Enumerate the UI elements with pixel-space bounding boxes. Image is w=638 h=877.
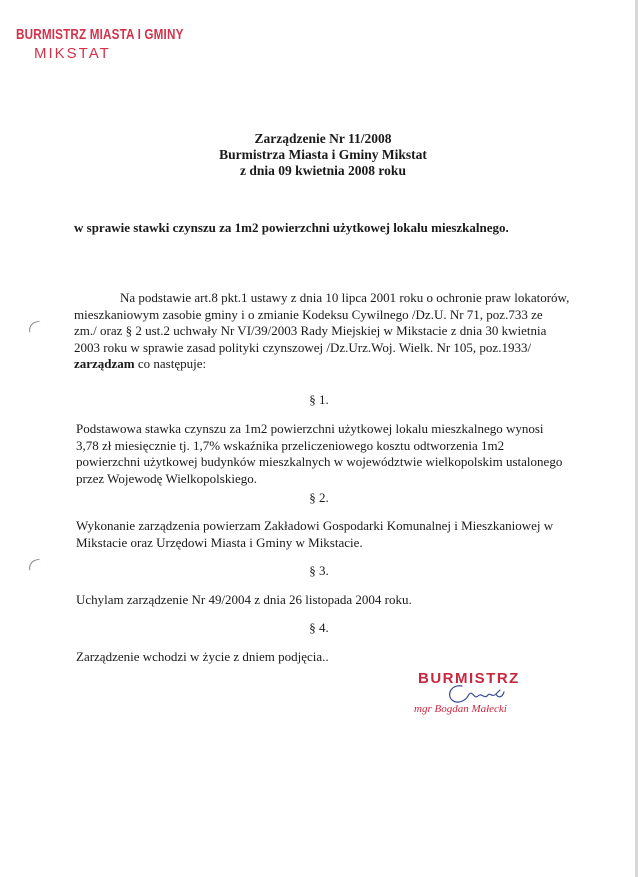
office-stamp: [16, 26, 184, 62]
signature-name: mgr Bogdan Małecki: [414, 703, 507, 715]
section-line: Uchylam zarządzenie Nr 49/2004 z dnia 26 listopada 2004 roku.: [76, 592, 412, 607]
stamp-line-2: MIKSTAT: [34, 45, 111, 62]
section-4-text: [76, 649, 566, 666]
section-mark-4: § 4.: [309, 620, 329, 635]
section-line: Wykonanie zarządzenia powierzam Zakładowi Gospodarki Komunalnej i Mieszkaniowej w: [76, 518, 554, 533]
intro-ending: co następuje:: [134, 356, 207, 371]
intro-line: Na podstawie art.8 pkt.1 ustawy z dnia 10 lipca 2001 roku o ochronie praw lokatorów,: [120, 290, 570, 305]
section-1-text: [76, 421, 566, 487]
intro-line: zm./ oraz § 2 ust.2 uchwały Nr VI/39/2003 Rady Miejskiej w Mikstacie z dnia 30 kwietnia: [74, 323, 547, 338]
margin-mark: [27, 320, 42, 332]
section-line: 3,78 zł miesięcznie tj. 1,7% wskaźnika przeliczeniowego kosztu odtworzenia 1m2: [76, 437, 505, 453]
intro-keyword: zarządzam: [74, 356, 135, 371]
intro-line: mieszkaniowym zasobie gminy i o zmianie Kodeksu Cywilnego /Dz.U. Nr 71, poz.733 ze: [74, 306, 543, 322]
section-line: powierzchni użytkowej budynków mieszkalnych w województwie wielkopolskim ustalonego: [76, 454, 563, 469]
signature-block: [410, 670, 550, 715]
document-header: [0, 131, 638, 179]
intro-line: 2003 roku w sprawie zasad polityki czynszowej /Dz.Urz.Woj. Wielk. Nr 105, poz.1933/: [74, 339, 532, 355]
section-mark-3: § 3.: [309, 563, 329, 578]
section-line: Mikstacie oraz Urzędowi Miasta i Gminy w Mikstacie.: [76, 534, 363, 550]
section-2-text: [76, 518, 566, 551]
document-subject: w sprawie stawki czynszu za 1m2 powierzchni użytkowej lokalu mieszkalnego.: [74, 220, 509, 235]
intro-line-last: [74, 356, 574, 373]
section-mark-1: § 1.: [309, 392, 329, 407]
section-line: przez Wojewodę Wielkopolskiego.: [76, 470, 257, 486]
section-line: Podstawowa stawka czynszu za 1m2 powierzchni użytkowej lokalu mieszkalnego wynosi: [76, 421, 544, 436]
signature-title: BURMISTRZ: [418, 670, 520, 687]
section-line: Zarządzenie wchodzi w życie z dniem podjęcia..: [76, 649, 329, 664]
section-mark-2: § 2.: [309, 490, 329, 505]
stamp-line-1: BURMISTRZ MIASTA I GMINY: [16, 26, 184, 43]
document-title: Zarządzenie Nr 11/2008: [254, 131, 392, 146]
intro-paragraph: [74, 290, 574, 373]
section-3-text: [76, 592, 566, 609]
document-date: z dnia 09 kwietnia 2008 roku: [240, 163, 406, 178]
handwritten-signature-icon: [444, 680, 524, 710]
document-issuer: Burmistrza Miasta i Gminy Mikstat: [219, 147, 427, 162]
